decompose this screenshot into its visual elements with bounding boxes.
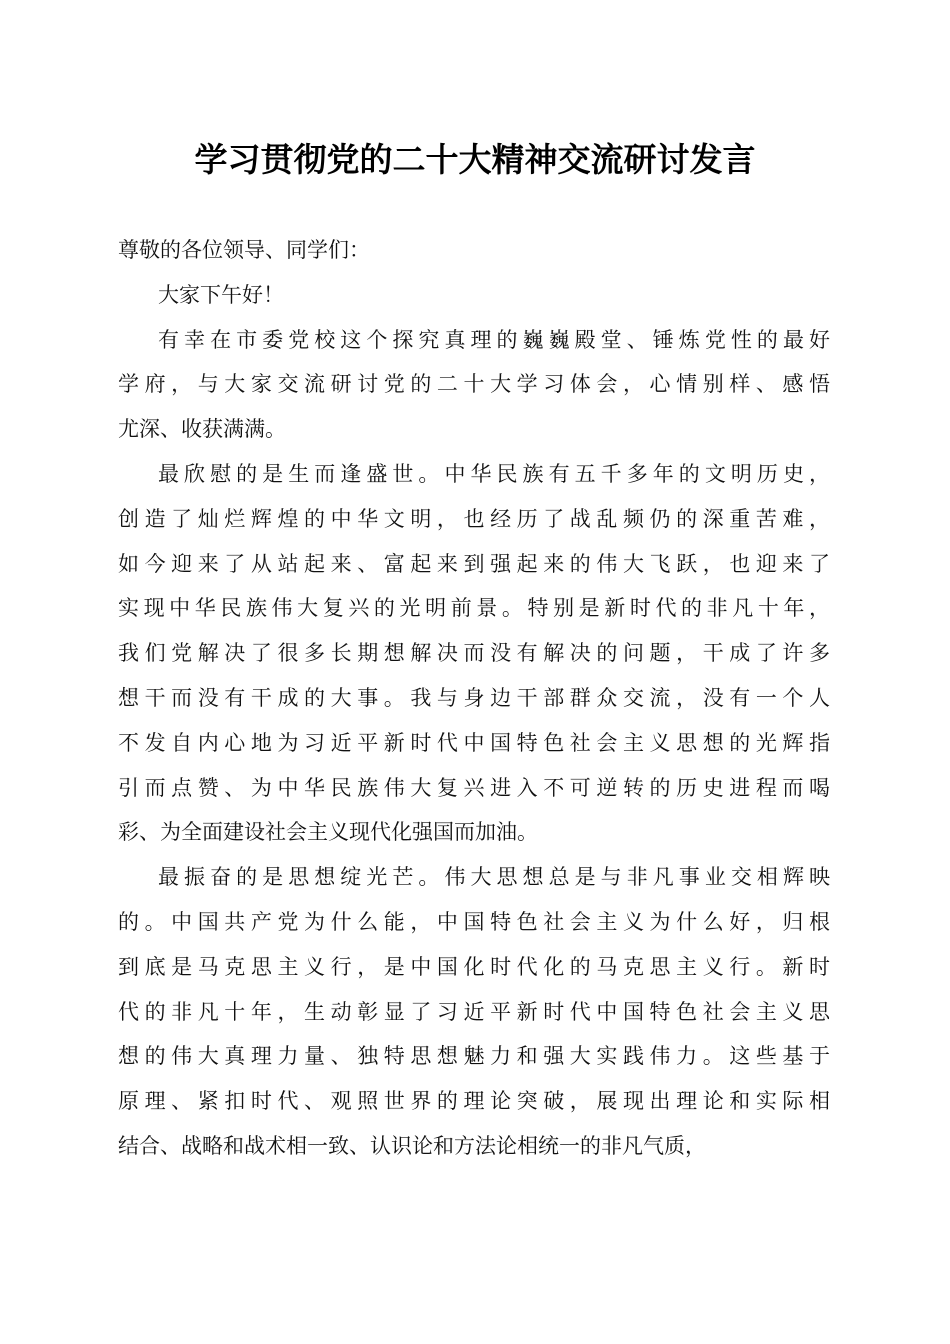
paragraph-line: 大家下午好！: [158, 282, 284, 307]
paragraph: [118, 457, 830, 860]
paragraph: [118, 860, 830, 1174]
document-title: 学习贯彻党的二十大精神交流研讨发言: [194, 140, 756, 179]
document-body: [118, 233, 830, 1174]
paragraph: [118, 278, 830, 323]
paragraph-line: 有幸在市委党校这个探究真理的巍巍殿堂、锤炼党性的最好: [158, 327, 830, 352]
paragraph-line: 最振奋的是思想绽光芒。伟大思想总是与非凡事业交相辉映: [158, 865, 830, 890]
paragraph-line: 原理、紧扣时代、观照世界的理论突破，展现出理论和实际相: [118, 1089, 830, 1114]
paragraph-line: 创造了灿烂辉煌的中华文明，也经历了战乱频仍的深重苦难，: [118, 506, 830, 531]
paragraph-line: 结合、战略和战术相一致、认识论和方法论相统一的非凡气质，: [118, 1133, 706, 1158]
paragraph-line: 实现中华民族伟大复兴的光明前景。特别是新时代的非凡十年，: [118, 596, 830, 621]
paragraph: [118, 323, 830, 457]
paragraph-line: 引而点赞、为中华民族伟大复兴进入不可逆转的历史进程而喝: [118, 775, 830, 800]
paragraph-line: 我们党解决了很多长期想解决而没有解决的问题，干成了许多: [118, 641, 830, 666]
paragraph-line: 的。中国共产党为什么能，中国特色社会主义为什么好，归根: [118, 909, 830, 934]
paragraph-line: 代的非凡十年，生动彰显了习近平新时代中国特色社会主义思: [118, 999, 830, 1024]
paragraph-line: 想的伟大真理力量、独特思想魅力和强大实践伟力。这些基于: [118, 1044, 830, 1069]
paragraph-line: 彩、为全面建设社会主义现代化强国而加油。: [118, 820, 538, 845]
paragraph-line: 学府，与大家交流研讨党的二十大学习体会，心情别样、感悟: [118, 372, 830, 397]
paragraphs: [118, 278, 830, 1174]
paragraph-line: 不发自内心地为习近平新时代中国特色社会主义思想的光辉指: [118, 730, 830, 755]
salutation: 尊敬的各位领导、同学们：: [118, 238, 370, 262]
paragraph-line: 最欣慰的是生而逢盛世。中华民族有五千多年的文明历史，: [158, 461, 830, 486]
paragraph-line: 想干而没有干成的大事。我与身边干部群众交流，没有一个人: [118, 685, 830, 710]
paragraph-line: 如今迎来了从站起来、富起来到强起来的伟大飞跃，也迎来了: [118, 551, 830, 576]
paragraph-line: 尤深、收获满满。: [118, 417, 286, 442]
paragraph-line: 到底是马克思主义行，是中国化时代化的马克思主义行。新时: [118, 954, 830, 979]
